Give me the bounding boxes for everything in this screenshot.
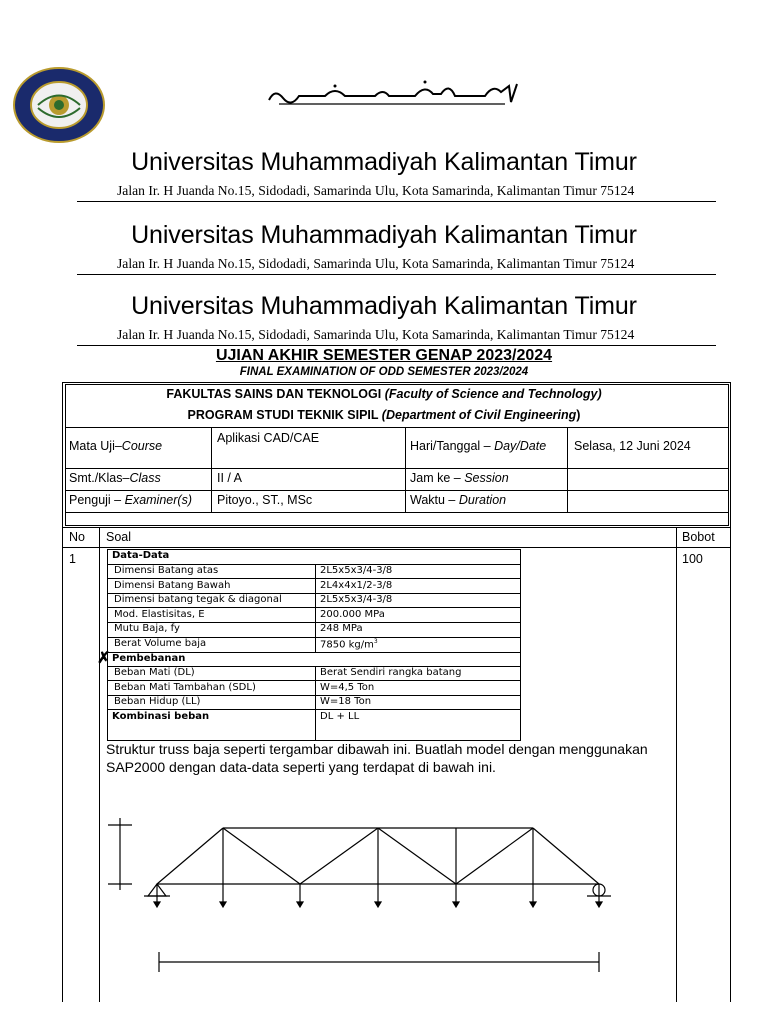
- class-value: II / A: [217, 471, 243, 485]
- divider: [77, 345, 716, 346]
- combo-label: Kombinasi beban: [112, 711, 210, 722]
- examiner-label: Penguji – Examiner(s): [69, 493, 192, 507]
- grid-line: [107, 680, 521, 681]
- row-label: Dimensi batang tegak & diagonal: [114, 594, 282, 605]
- date-value: Selasa, 12 Juni 2024: [574, 439, 691, 453]
- course-label: Mata Uji–Course: [69, 439, 163, 453]
- question-weight: 100: [682, 552, 703, 566]
- grid-line: [211, 427, 212, 512]
- grid-line: [405, 427, 406, 512]
- row-value: 2L4x4x1/2-3/8: [320, 580, 393, 591]
- row-value: 2L5x5x3/4-3/8: [320, 594, 393, 605]
- duration-label: Waktu – Duration: [410, 493, 507, 507]
- grid-line: [107, 607, 521, 608]
- row-label: Beban Mati (DL): [114, 667, 195, 678]
- col-bobot-header: Bobot: [682, 530, 715, 544]
- row-label: Berat Volume baja: [114, 638, 207, 649]
- exam-title: UJIAN AKHIR SEMESTER GENAP 2023/2024: [215, 347, 553, 364]
- university-address: Jalan Ir. H Juanda No.15, Sidodadi, Samarinda Ulu, Kota Samarinda, Kalimantan Timur 75124: [117, 327, 635, 342]
- grid-line: [107, 578, 521, 579]
- university-name: Universitas Muhammadiyah Kalimantan Timur: [131, 292, 637, 320]
- university-address: Jalan Ir. H Juanda No.15, Sidodadi, Samarinda Ulu, Kota Samarinda, Kalimantan Timur 75124: [117, 256, 635, 271]
- date-label: Hari/Tanggal – Day/Date: [410, 439, 547, 453]
- grid-line: [65, 490, 729, 491]
- course-value: Aplikasi CAD/CAE: [217, 431, 320, 445]
- row-value: 7850 $kg/m^3$: [320, 638, 378, 651]
- row-label: Beban Hidup (LL): [114, 696, 201, 707]
- row-value: 2L5x5x3/4-3/8: [320, 565, 393, 576]
- cross-mark: ✗: [97, 650, 111, 667]
- grid-line: [567, 427, 568, 512]
- session-label: Jam ke – Session: [410, 471, 509, 485]
- row-label: Dimensi Batang atas: [114, 565, 219, 576]
- grid-line: [315, 666, 316, 741]
- university-logo: [12, 66, 106, 144]
- question-text: Struktur truss baja seperti tergambar dibawah ini. Buatlah model dengan menggunakan SAP2000 dengan data-data seperti yang terdapat di bawah ini.: [106, 741, 648, 775]
- grid-line: [65, 512, 729, 513]
- row-label: Beban Mati Tambahan (SDL): [114, 682, 256, 693]
- grid-line: [65, 468, 729, 469]
- row-value: W=18 Ton: [320, 696, 372, 707]
- university-name: Universitas Muhammadiyah Kalimantan Timur: [131, 221, 637, 249]
- section-load-heading: Pembebanan: [112, 653, 186, 664]
- grid-line: [107, 709, 521, 710]
- combo-value: DL + LL: [320, 711, 360, 722]
- row-value: 248 MPa: [320, 623, 363, 634]
- row-value: 200.000 MPa: [320, 609, 385, 620]
- faculty-line: FAKULTAS SAINS DAN TEKNOLOGI (Faculty of Science and Technology): [166, 387, 602, 401]
- exam-subtitle: FINAL EXAMINATION OF ODD SEMESTER 2023/2024: [239, 366, 529, 378]
- section-data-heading: Data-Data: [112, 550, 170, 561]
- col-soal-header: Soal: [106, 530, 132, 544]
- program-line: PROGRAM STUDI TEKNIK SIPIL (Department of Civil Engineering): [187, 408, 581, 422]
- university-address: Jalan Ir. H Juanda No.15, Sidodadi, Samarinda Ulu, Kota Samarinda, Kalimantan Timur 75124: [117, 183, 635, 198]
- bismillah-calligraphy: [265, 78, 523, 110]
- class-label: Smt./Klas–Class: [69, 471, 161, 485]
- row-value: Berat Sendiri rangka batang: [320, 667, 462, 678]
- grid-line: [62, 528, 63, 1002]
- row-label: Dimensi Batang Bawah: [114, 580, 231, 591]
- col-no-header: No: [69, 530, 85, 544]
- grid-line: [676, 528, 677, 1002]
- grid-line: [65, 427, 729, 428]
- grid-line: [730, 528, 731, 1002]
- row-label: Mutu Baja, fy: [114, 623, 180, 634]
- university-name: Universitas Muhammadiyah Kalimantan Timur: [131, 148, 637, 176]
- row-label: Mod. Elastisitas, E: [114, 609, 205, 620]
- grid-line: [62, 547, 731, 548]
- truss-diagram: [100, 808, 676, 978]
- question-number: 1: [69, 552, 76, 566]
- divider: [77, 274, 716, 275]
- divider: [77, 201, 716, 202]
- examiner-value: Pitoyo., ST., MSc: [217, 493, 313, 507]
- row-value: W=4,5 Ton: [320, 682, 375, 693]
